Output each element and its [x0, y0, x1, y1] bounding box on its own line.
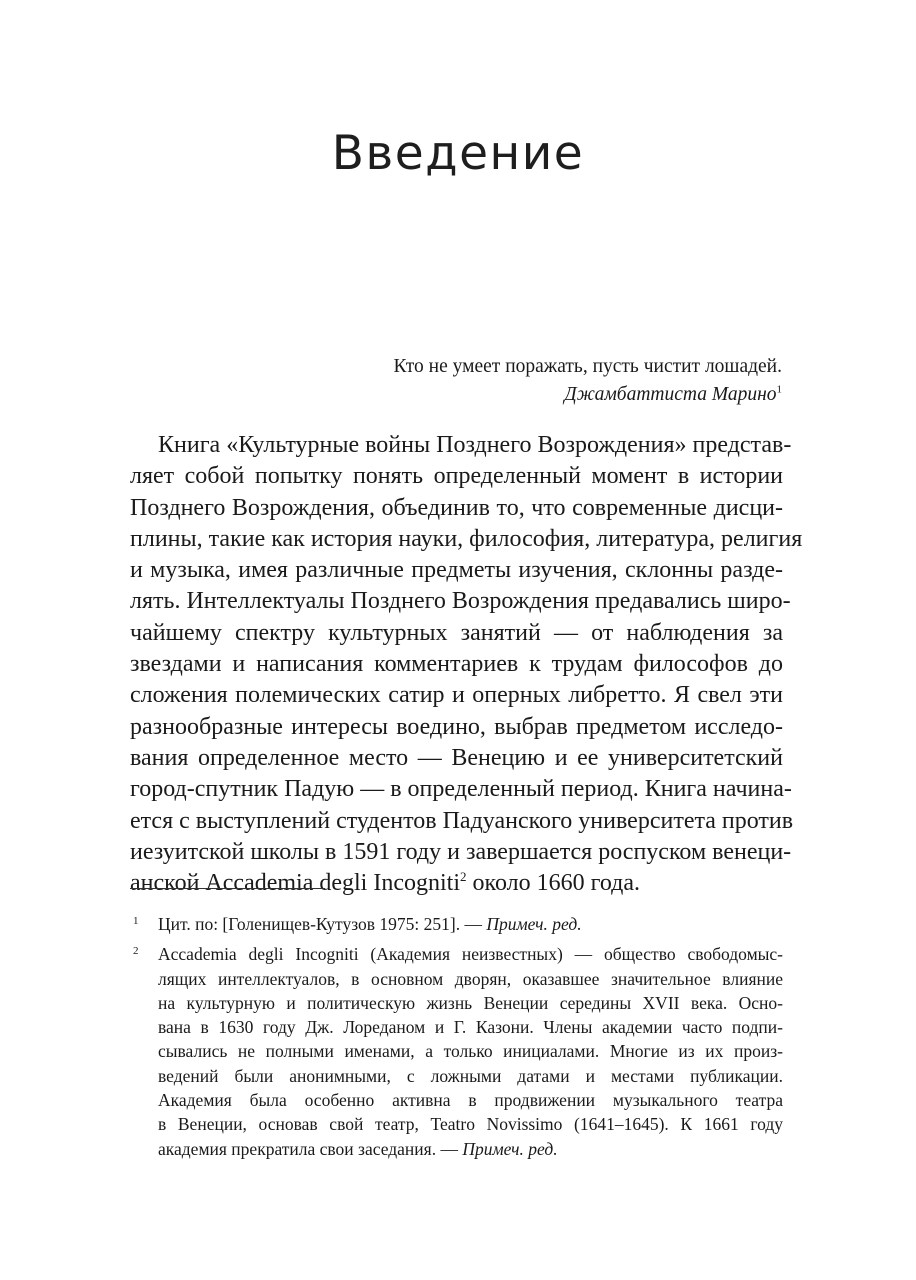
paragraph-line: иезуитской школы в 1591 году и завершается роспуском венеци- — [130, 838, 792, 865]
footnote-number: 2 — [133, 945, 139, 958]
footnote-line: сывались не полными именами, а только инициалами. Многие из их произ- — [158, 1041, 783, 1062]
footnote-line: лящих интеллектуалов, в основном дворян, оказавшее значительное влияние — [158, 968, 783, 989]
paragraph-line: сложения полемических сатир и оперных либретто. Я свел эти — [130, 682, 783, 709]
footnote-line: на культурную и политическую жизнь Венеции середины XVII века. Осно- — [158, 992, 783, 1013]
footnote-text: академия прекратила свои заседания. — — [158, 1138, 463, 1159]
paragraph-line: разнообразные интересы воедино, выбрав предметом исследо- — [130, 713, 783, 740]
epigraph — [394, 353, 782, 409]
footnote-text: Цит. по: [Голенищев-Кутузов 1975: 251]. — — [158, 914, 487, 934]
editor-note: Примеч. ред. — [462, 1138, 558, 1159]
epigraph-author: Джамбаттиста Марино — [564, 384, 777, 405]
footnotes — [130, 912, 783, 1167]
footnote-line: Accademia degli Incogniti (Академия неизвестных) — общество свободомыс- — [158, 944, 783, 965]
footnote-line: в Венеции, основав свой театр, Teatro Novissimo (1641–1645). К 1661 году — [158, 1114, 783, 1135]
main-paragraph — [130, 430, 803, 899]
paragraph-text: анской Accademia degli Incogniti — [130, 870, 460, 897]
footnote-line: Академия была особенно активна в продвижении музыкального театра — [158, 1090, 783, 1111]
paragraph-line: и музыка, имея различные предметы изучения, склонны разде- — [130, 557, 783, 584]
paragraph-line: ляет собой попытку понять определенный момент в истории — [130, 463, 783, 490]
footnote-ref-2[interactable]: 2 — [460, 869, 467, 885]
paragraph-line: Позднего Возрождения, объединив то, что современные дисци- — [130, 494, 783, 521]
footnote-line: вана в 1630 году Дж. Лореданом и Г. Казони. Члены академии часто подпи- — [158, 1017, 783, 1038]
footnote-line: ведений были анонимными, с ложными датами и местами публикации. — [158, 1065, 783, 1086]
footnote-number: 1 — [133, 915, 139, 927]
paragraph-last-line — [130, 868, 783, 899]
paragraph-line: Книга «Культурные войны Позднего Возрождения» представ- — [158, 432, 792, 458]
footnote-last-line — [158, 1137, 783, 1161]
paragraph-line: лять. Интеллектуалы Позднего Возрождения предавались широ- — [130, 588, 791, 615]
footnote-2 — [130, 942, 783, 1161]
paragraph-line: звездами и написания комментариев к трудам философов до — [130, 651, 783, 678]
footnote-line — [158, 912, 783, 936]
footnote-divider — [130, 888, 325, 889]
chapter-title: Введение — [331, 126, 585, 181]
footnote-ref-1[interactable]: 1 — [776, 383, 782, 396]
footnote-1 — [130, 912, 783, 936]
paragraph-line: город-спутник Падую — в определенный период. Книга начина- — [130, 776, 792, 803]
paragraph-line: чайшему спектру культурных занятий — от наблюдения за — [130, 619, 783, 646]
editor-note: Примеч. ред. — [486, 914, 582, 934]
paragraph-line: ется с выступлений студентов Падуанского университета против — [130, 807, 794, 834]
paragraph-text: около 1660 года. — [466, 870, 641, 897]
paragraph-line: плины, такие как история науки, философия, литература, религия — [130, 525, 803, 552]
paragraph-line: вания определенное место — Венецию и ее университетский — [130, 744, 783, 771]
epigraph-quote: Кто не умеет поражать, пусть чистит лошадей. — [393, 356, 782, 377]
epigraph-attribution — [394, 381, 782, 409]
